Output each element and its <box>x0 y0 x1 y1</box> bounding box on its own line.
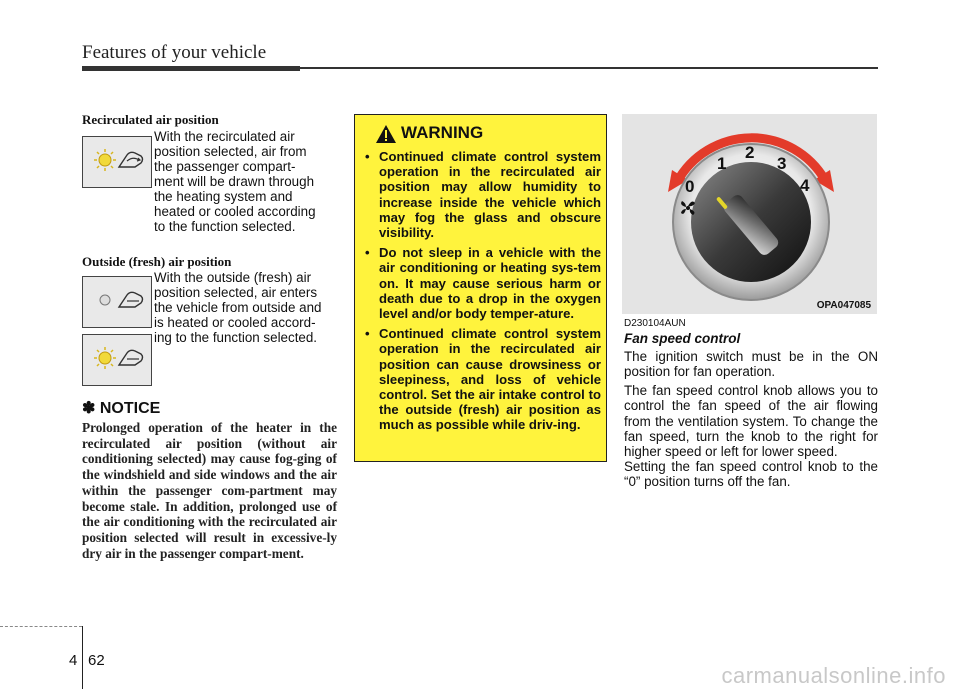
dial-label-2: 2 <box>745 143 755 162</box>
warning-box <box>354 114 607 462</box>
outside-text <box>154 270 336 345</box>
warning-list <box>365 149 601 438</box>
text-line: ing to the function selected. <box>154 330 318 345</box>
warning-title: WARNING <box>401 123 484 142</box>
footer-rule-vertical <box>82 626 83 689</box>
dial-label-4: 4 <box>800 176 810 195</box>
dial-label-0: 0 <box>685 177 695 196</box>
text-line: the vehicle from outside and <box>154 300 322 315</box>
notice-title: ✽ NOTICE <box>82 400 161 417</box>
warning-item: • Continued climate control system operation in the recirculated air position can cause drowsiness or sleepiness, and loss of vehicle control. Set the air intake control to the outside (fresh) air position as much as possible while driv-ing. <box>365 326 601 432</box>
text-line: the heating system and <box>154 189 293 204</box>
fan-speed-knob-illustration <box>622 114 877 314</box>
outside-heading: Outside (fresh) air position <box>82 254 232 269</box>
header-title: Features of your vehicle <box>82 42 267 63</box>
figure-code: OPA047085 <box>816 300 871 311</box>
text-line: position selected, air enters <box>154 285 318 300</box>
section-code: D230104AUN <box>624 318 686 329</box>
watermark: carmanualsonline.info <box>721 663 946 688</box>
recirc-icon <box>82 136 152 188</box>
footer-rule-horizontal <box>0 626 82 627</box>
right-paragraph: The ignition switch must be in the ON position for fan operation. <box>624 349 878 380</box>
page-number: 62 <box>88 652 105 669</box>
dial-label-1: 1 <box>717 154 727 173</box>
recirc-heading: Recirculated air position <box>82 112 219 127</box>
outside-icon-off <box>82 276 152 328</box>
header-rule <box>82 66 878 71</box>
fan-dial-figure <box>622 114 877 314</box>
right-paragraph: The fan speed control knob allows you to control the fan speed of the air flowing from the ventilation system. To change the fan speed, turn the knob to the right for higher speed or left for lower speed. <box>624 383 878 460</box>
text-line: With the outside (fresh) air <box>154 270 312 285</box>
text-line: the passenger compart- <box>154 159 296 174</box>
text-line: With the recirculated air <box>154 129 295 144</box>
text-line: to the function selected. <box>154 219 296 234</box>
notice-body: Prolonged operation of the heater in the recirculated air position (without air conditioning selected) may cause fog-ging of the windshield and side windows and the air within the passenger com-partment may become stale. In addition, prolonged use of the air conditioning with the recirculated air position selected will result in excessive-ly dry air in the passenger compart-ment. <box>82 420 337 561</box>
text-line: position selected, air from <box>154 144 307 159</box>
right-paragraph: Setting the fan speed control knob to the “0” position turns off the fan. <box>624 459 878 490</box>
text-line: is heated or cooled accord- <box>154 315 316 330</box>
warning-item: • Continued climate control system operation in the recirculated air position may allow humidity to increase inside the vehicle which may fog the glass and obscure visibility. <box>365 149 601 240</box>
outside-icon-on <box>82 334 152 386</box>
text-line: ment will be drawn through <box>154 174 315 189</box>
warning-item: • Do not sleep in a vehicle with the air conditioning or heating sys-tem on. It may cause serious harm or death due to a drop in the oxygen level and/or body temper-ature. <box>365 245 601 321</box>
warning-triangle-icon <box>375 124 397 144</box>
fan-speed-heading: Fan speed control <box>624 331 741 346</box>
dial-label-3: 3 <box>777 154 787 173</box>
chapter-number: 4 <box>69 652 78 669</box>
text-line: heated or cooled according <box>154 204 316 219</box>
recirc-text <box>154 129 336 234</box>
